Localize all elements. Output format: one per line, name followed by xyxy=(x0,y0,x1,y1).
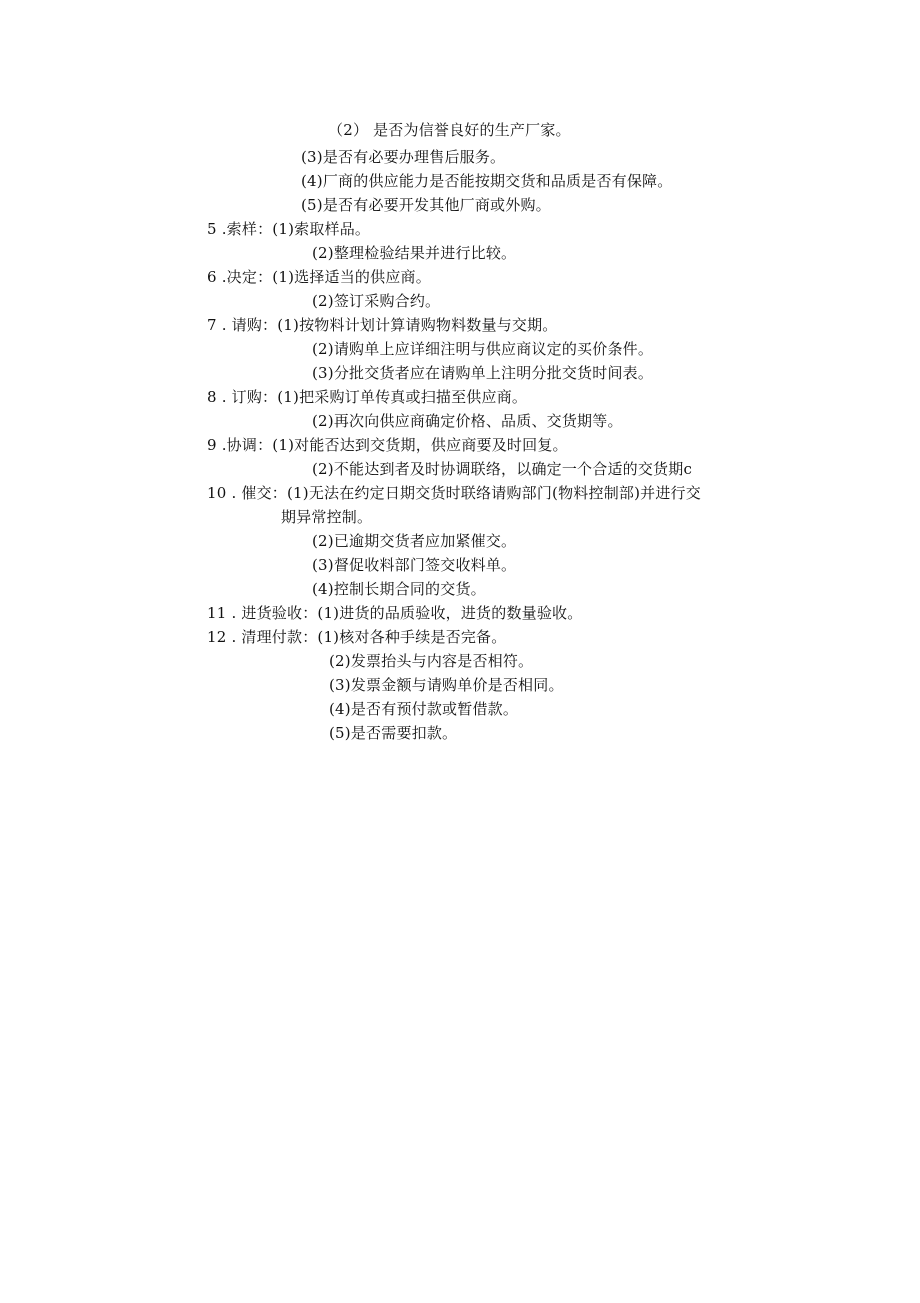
text-line: 8 . 订购：(1)把采购订单传真或扫描至供应商。 xyxy=(207,388,528,406)
text-line: (2)不能达到者及时协调联络，以确定一个合适的交货期c xyxy=(312,460,693,478)
text-line: (4)厂商的供应能力是否能按期交货和品质是否有保障。 xyxy=(301,172,673,190)
text-line: 7 . 请购：(1)按物料计划计算请购物料数量与交期。 xyxy=(207,316,558,334)
text-line: 期异常控制。 xyxy=(281,508,373,526)
text-line: (2)签订采购合约。 xyxy=(312,292,441,310)
text-line: (5)是否有必要开发其他厂商或外购。 xyxy=(301,196,551,214)
text-line: (5)是否需要扣款。 xyxy=(329,724,458,742)
text-line: (4)控制长期合同的交货。 xyxy=(312,580,486,598)
text-line: 12 . 清理付款：(1)核对各种手续是否完备。 xyxy=(207,628,507,646)
text-line: (2)发票抬头与内容是否相符。 xyxy=(329,652,534,670)
text-line: (3)分批交货者应在请购单上注明分批交货时间表。 xyxy=(312,364,654,382)
text-line: 10 . 催交：(1)无法在约定日期交货时联络请购部门(物料控制部)并进行交 xyxy=(207,484,701,502)
text-line: (3)督促收料部门签交收料单。 xyxy=(312,556,517,574)
text-line: (2)已逾期交货者应加紧催交。 xyxy=(312,532,517,550)
text-line: 11 . 进货验收：(1)进货的品质验收，进货的数量验收。 xyxy=(207,604,583,622)
text-line: 5 .索样：(1)索取样品。 xyxy=(207,220,371,238)
text-line: 9 .协调：(1)对能否达到交货期，供应商要及时回复。 xyxy=(207,436,568,454)
text-line: (3)是否有必要办理售后服务。 xyxy=(301,148,506,166)
text-line: 6 .决定：(1)选择适当的供应商。 xyxy=(207,268,431,286)
text-line: (2)再次向供应商确定价格、品质、交货期等。 xyxy=(312,412,623,430)
text-line: (4)是否有预付款或暂借款。 xyxy=(329,700,519,718)
text-line: (3)发票金额与请购单价是否相同。 xyxy=(329,676,564,694)
text-line: （2） 是否为信誉良好的生产厂家。 xyxy=(328,121,571,139)
text-line: (2)请购单上应详细注明与供应商议定的买价条件。 xyxy=(312,340,654,358)
text-line: (2)整理检验结果并进行比较。 xyxy=(312,244,517,262)
